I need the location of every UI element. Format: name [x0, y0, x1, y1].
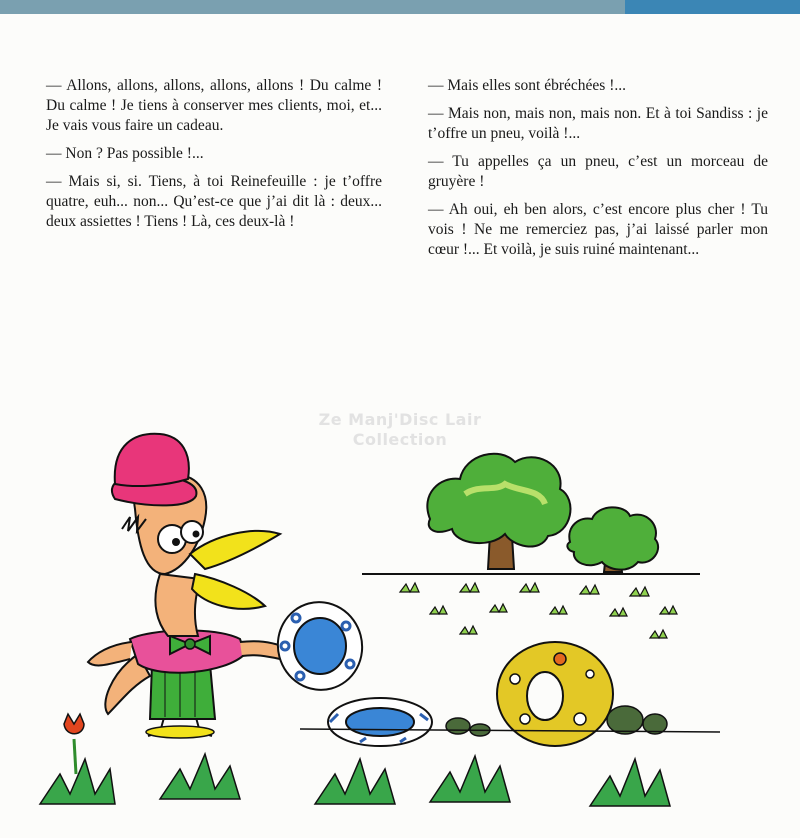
text-column-left: [46, 76, 382, 240]
watermark: [280, 410, 520, 450]
paragraph: — Tu appelles ça un pneu, c’est un morceau de gruyère !: [428, 153, 768, 190]
illustration: [0, 414, 800, 838]
tree-small: [567, 507, 658, 572]
paragraph: — Mais si, si. Tiens, à toi Reinefeuille : je t’offre quatre, euh... non... Qu’est-ce que j’ai dit là : deux... deux assiettes ! Tiens ! Là, ces deux-là !: [46, 173, 382, 230]
paragraph: — Mais non, mais non, mais non. Et à toi Sandiss : je t’offre un pneu, voilà !...: [428, 105, 768, 142]
watermark-line: Ze Manj'Disc Lair: [318, 410, 482, 429]
plate-held: [268, 593, 372, 700]
paragraph: — Allons, allons, allons, allons, allons ! Du calme ! Du calme ! Je tiens à conserver mes clients, moi, et... Je vais vous faire un cadeau.: [46, 77, 382, 134]
top-edge-band-blue: [625, 0, 800, 14]
text-column-right: [428, 76, 768, 268]
book-page: [0, 14, 800, 838]
paragraph: — Mais elles sont ébréchées !...: [428, 77, 626, 94]
grass-clumps: [40, 754, 670, 806]
paragraph: — Non ? Pas possible !...: [46, 145, 204, 162]
field-grass: [400, 583, 677, 638]
tree-large: [427, 454, 570, 569]
tulip: [64, 714, 84, 774]
paragraph: — Ah oui, eh ben alors, c’est encore plus cher ! Tu vois ! Ne me remerciez pas, j’ai laissé parler mon cœur !... Et voilà, je suis ruiné maintenant...: [428, 201, 768, 258]
plate-ground: [328, 698, 432, 746]
bird-merchant: [88, 434, 282, 738]
watermark-line: Collection: [352, 430, 448, 449]
